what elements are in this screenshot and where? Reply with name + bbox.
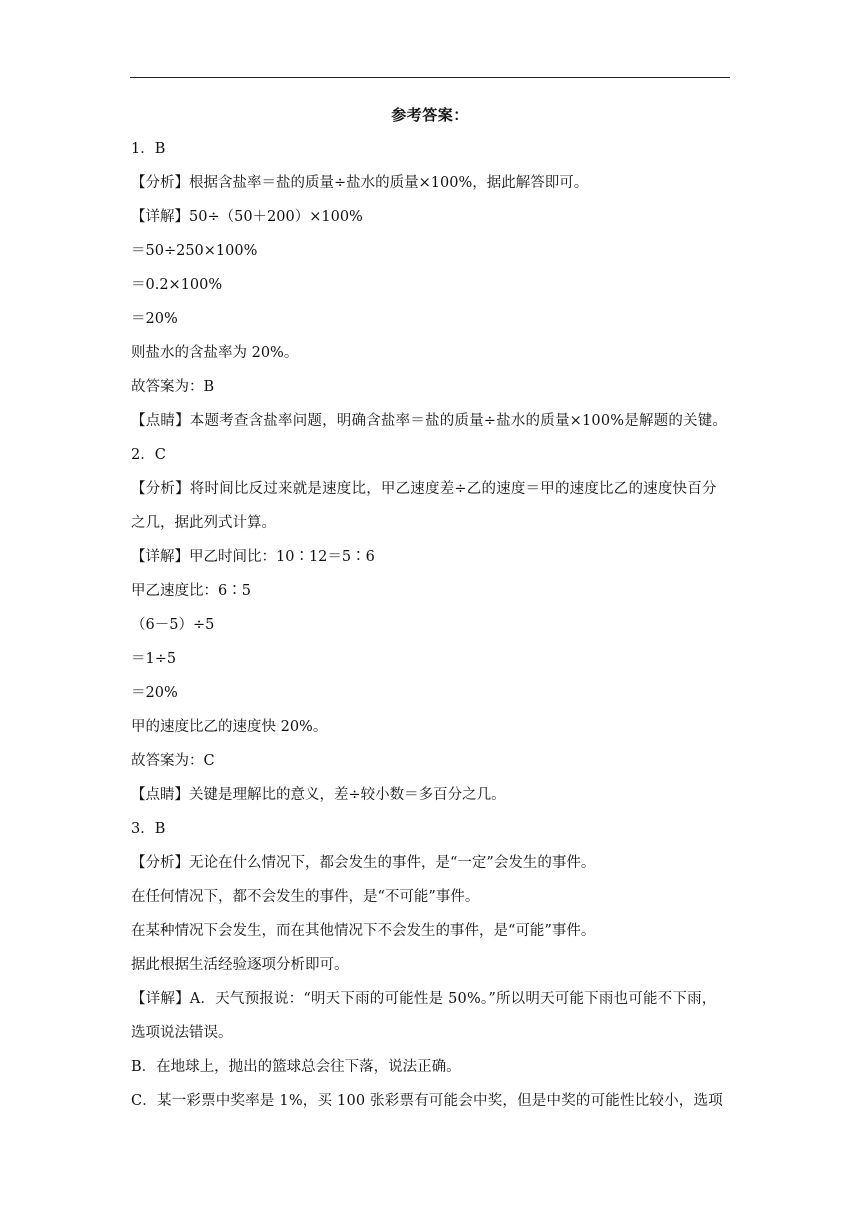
- answer-line: 3．B: [131, 821, 166, 837]
- answer-line: 【详解】甲乙时间比：10∶12＝5∶6: [131, 549, 375, 565]
- answer-line: 2．C: [131, 447, 166, 463]
- answer-line: ＝20%: [131, 311, 178, 327]
- answer-line: 故答案为：C: [131, 753, 215, 769]
- answer-line: 则盐水的含盐率为 20%。: [131, 345, 299, 361]
- answer-line: 【分析】将时间比反过来就是速度比，甲乙速度差÷乙的速度＝甲的速度比乙的速度快百分: [131, 481, 717, 497]
- answer-line: 据此根据生活经验逐项分析即可。: [131, 957, 349, 973]
- answer-line: 【点睛】本题考查含盐率问题，明确含盐率＝盐的质量÷盐水的质量×100%是解题的关键。: [131, 413, 728, 429]
- answer-line: 【分析】无论在什么情况下，都会发生的事件，是“一定”会发生的事件。: [131, 855, 596, 871]
- answer-line: 故答案为：B: [131, 379, 215, 395]
- answer-line: 选项说法错误。: [131, 1025, 233, 1041]
- answer-line: 甲乙速度比：6∶5: [131, 583, 251, 599]
- answer-line: 在某种情况下会发生，而在其他情况下不会发生的事件，是“可能”事件。: [131, 923, 596, 939]
- answer-line: B．在地球上，抛出的篮球总会往下落，说法正确。: [131, 1059, 461, 1075]
- answer-line: ＝1÷5: [131, 651, 177, 667]
- answer-line: 【详解】50÷（50＋200）×100%: [131, 209, 363, 225]
- answer-line: ＝50÷250×100%: [131, 243, 258, 259]
- answer-line: ＝20%: [131, 685, 178, 701]
- answer-line: （6－5）÷5: [131, 617, 215, 633]
- answer-line: 【详解】A．天气预报说：“明天下雨的可能性是 50%。”所以明天可能下雨也可能不下雨，: [131, 991, 717, 1007]
- answer-line: 甲的速度比乙的速度快 20%。: [131, 719, 328, 735]
- answer-line: 【分析】根据含盐率＝盐的质量÷盐水的质量×100%，据此解答即可。: [131, 175, 589, 191]
- answer-line: 【点睛】关键是理解比的意义，差÷较小数＝多百分之几。: [131, 787, 506, 803]
- answer-line: 之几，据此列式计算。: [131, 515, 276, 531]
- answer-line: 在任何情况下，都不会发生的事件，是“不可能”事件。: [131, 889, 480, 905]
- page-title: 参考答案：: [391, 106, 469, 124]
- answer-line: 1．B: [131, 141, 166, 157]
- answer-line: ＝0.2×100%: [131, 277, 223, 293]
- answer-body: [131, 132, 741, 1118]
- header-rule: [130, 77, 730, 78]
- answer-line: C．某一彩票中奖率是 1%，买 100 张彩票有可能会中奖，但是中奖的可能性比较小，选项: [131, 1093, 723, 1109]
